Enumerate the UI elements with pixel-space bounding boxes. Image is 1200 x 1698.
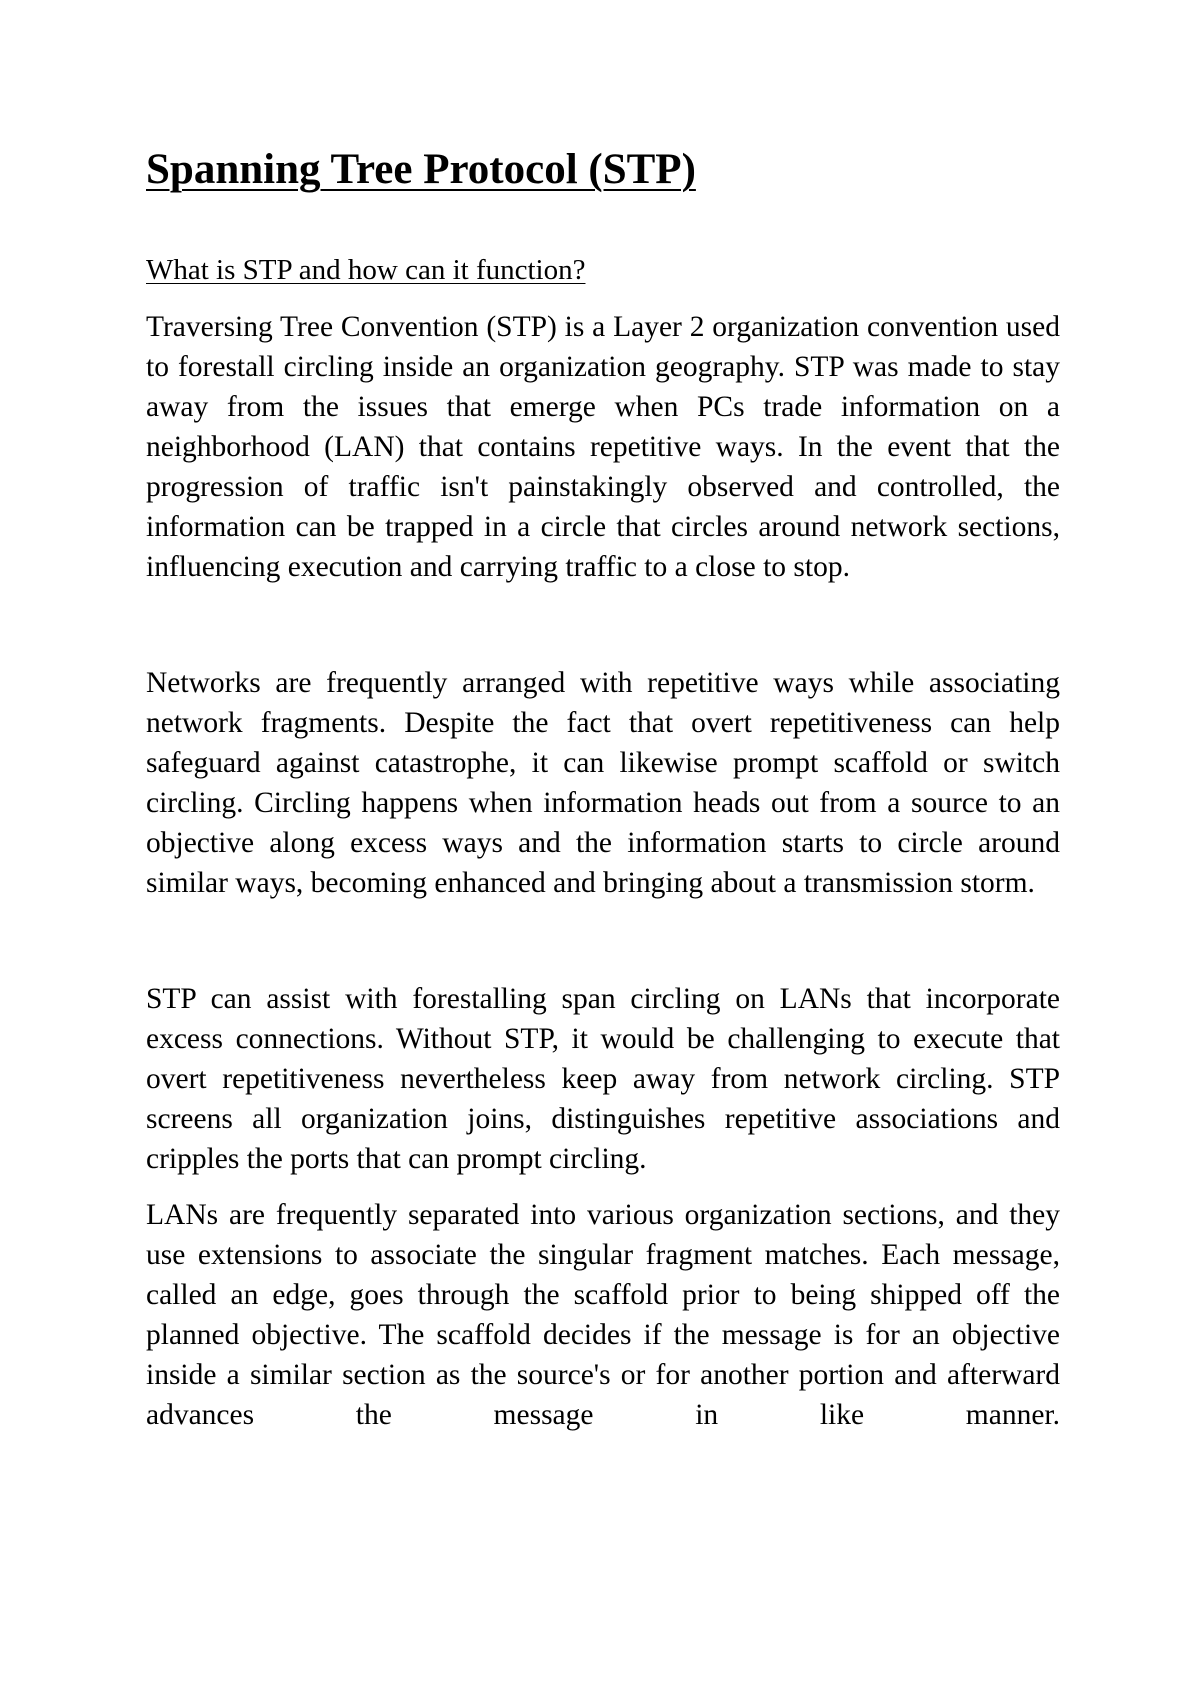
document-title: Spanning Tree Protocol (STP) <box>146 146 696 193</box>
paragraph-4: LANs are frequently separated into various organization sections, and they use extensions to associate the singular fragment matches. Each message, called an edge, goes through the scaffold prior to being shipped off the planned objective. The scaffold decides if the message is for an objective inside a similar section as the source's or for another portion and afterward advances the message in like manner. <box>146 1199 1060 1431</box>
paragraph-3: STP can assist with forestalling span circling on LANs that incorporate excess connections. Without STP, it would be challenging to execute that overt repetitiveness nevertheless keep away from network circling. STP screens all organization joins, distinguishes repetitive associations and cripples the ports that can prompt circling. <box>146 983 1060 1175</box>
paragraph-1: Traversing Tree Convention (STP) is a Layer 2 organization convention used to forestall circling inside an organization geography. STP was made to stay away from the issues that emerge when PCs trade information on a neighborhood (LAN) that contains repetitive ways. In the event that the progression of traffic isn't painstakingly observed and controlled, the information can be trapped in a circle that circles around network sections, influencing execution and carrying traffic to a close to stop. <box>146 311 1060 583</box>
paragraph-2: Networks are frequently arranged with repetitive ways while associating network fragments. Despite the fact that overt repetitiveness can help safeguard against catastrophe, it can likewise prompt scaffold or switch circling. Circling happens when information heads out from a source to an objective along excess ways and the information starts to circle around similar ways, becoming enhanced and bringing about a transmission storm. <box>146 667 1060 899</box>
document-body <box>146 140 1060 1435</box>
section-heading: What is STP and how can it function? <box>146 254 586 286</box>
